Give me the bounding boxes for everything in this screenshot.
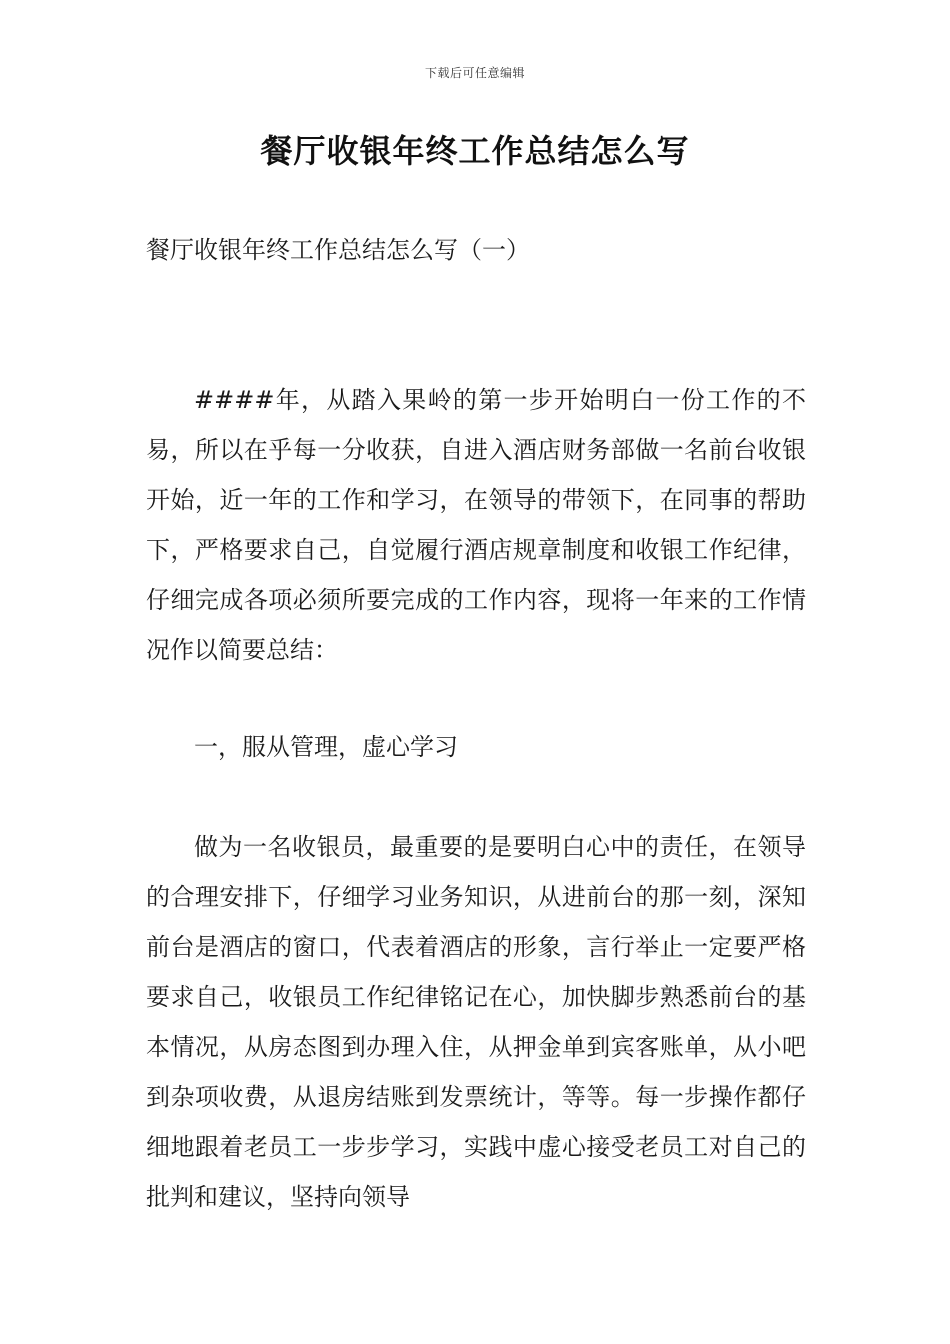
section-heading-1: 一，服从管理，虚心学习 xyxy=(194,733,458,761)
header-note: 下载后可任意编辑 xyxy=(424,66,525,80)
document-title: 餐厅收银年终工作总结怎么写 xyxy=(260,132,690,170)
body-paragraph-cashier: 做为一名收银员，最重要的是要明白心中的责任，在领导的合理安排下，仔细学习业务知识，从进前台的那一刻，深知前台是酒店的窗口，代表着酒店的形象，言行举止一定要严格要求自己，收银员工作纪律铭记在心，加快脚步熟悉前台的基本情况，从房态图到办理入住，从押金单到宾客账单，从小吧到杂项收费，从退房结账到发票统计，等等。每一步操作都仔细地跟着老员工一步步学习，实践中虚心接受老员工对自己的批判和建议，坚持向领导 xyxy=(146,833,806,1211)
body-paragraph-intro: ####年，从踏入果岭的第一步开始明白一份工作的不易，所以在乎每一分收获，自进入酒店财务部做一名前台收银开始，近一年的工作和学习，在领导的带领下，在同事的帮助下，严格要求自己，自觉履行酒店规章制度和收银工作纪律，仔细完成各项必须所要完成的工作内容，现将一年来的工作情况作以简要总结： xyxy=(146,386,806,664)
section-subtitle: 餐厅收银年终工作总结怎么写（一） xyxy=(146,236,530,264)
